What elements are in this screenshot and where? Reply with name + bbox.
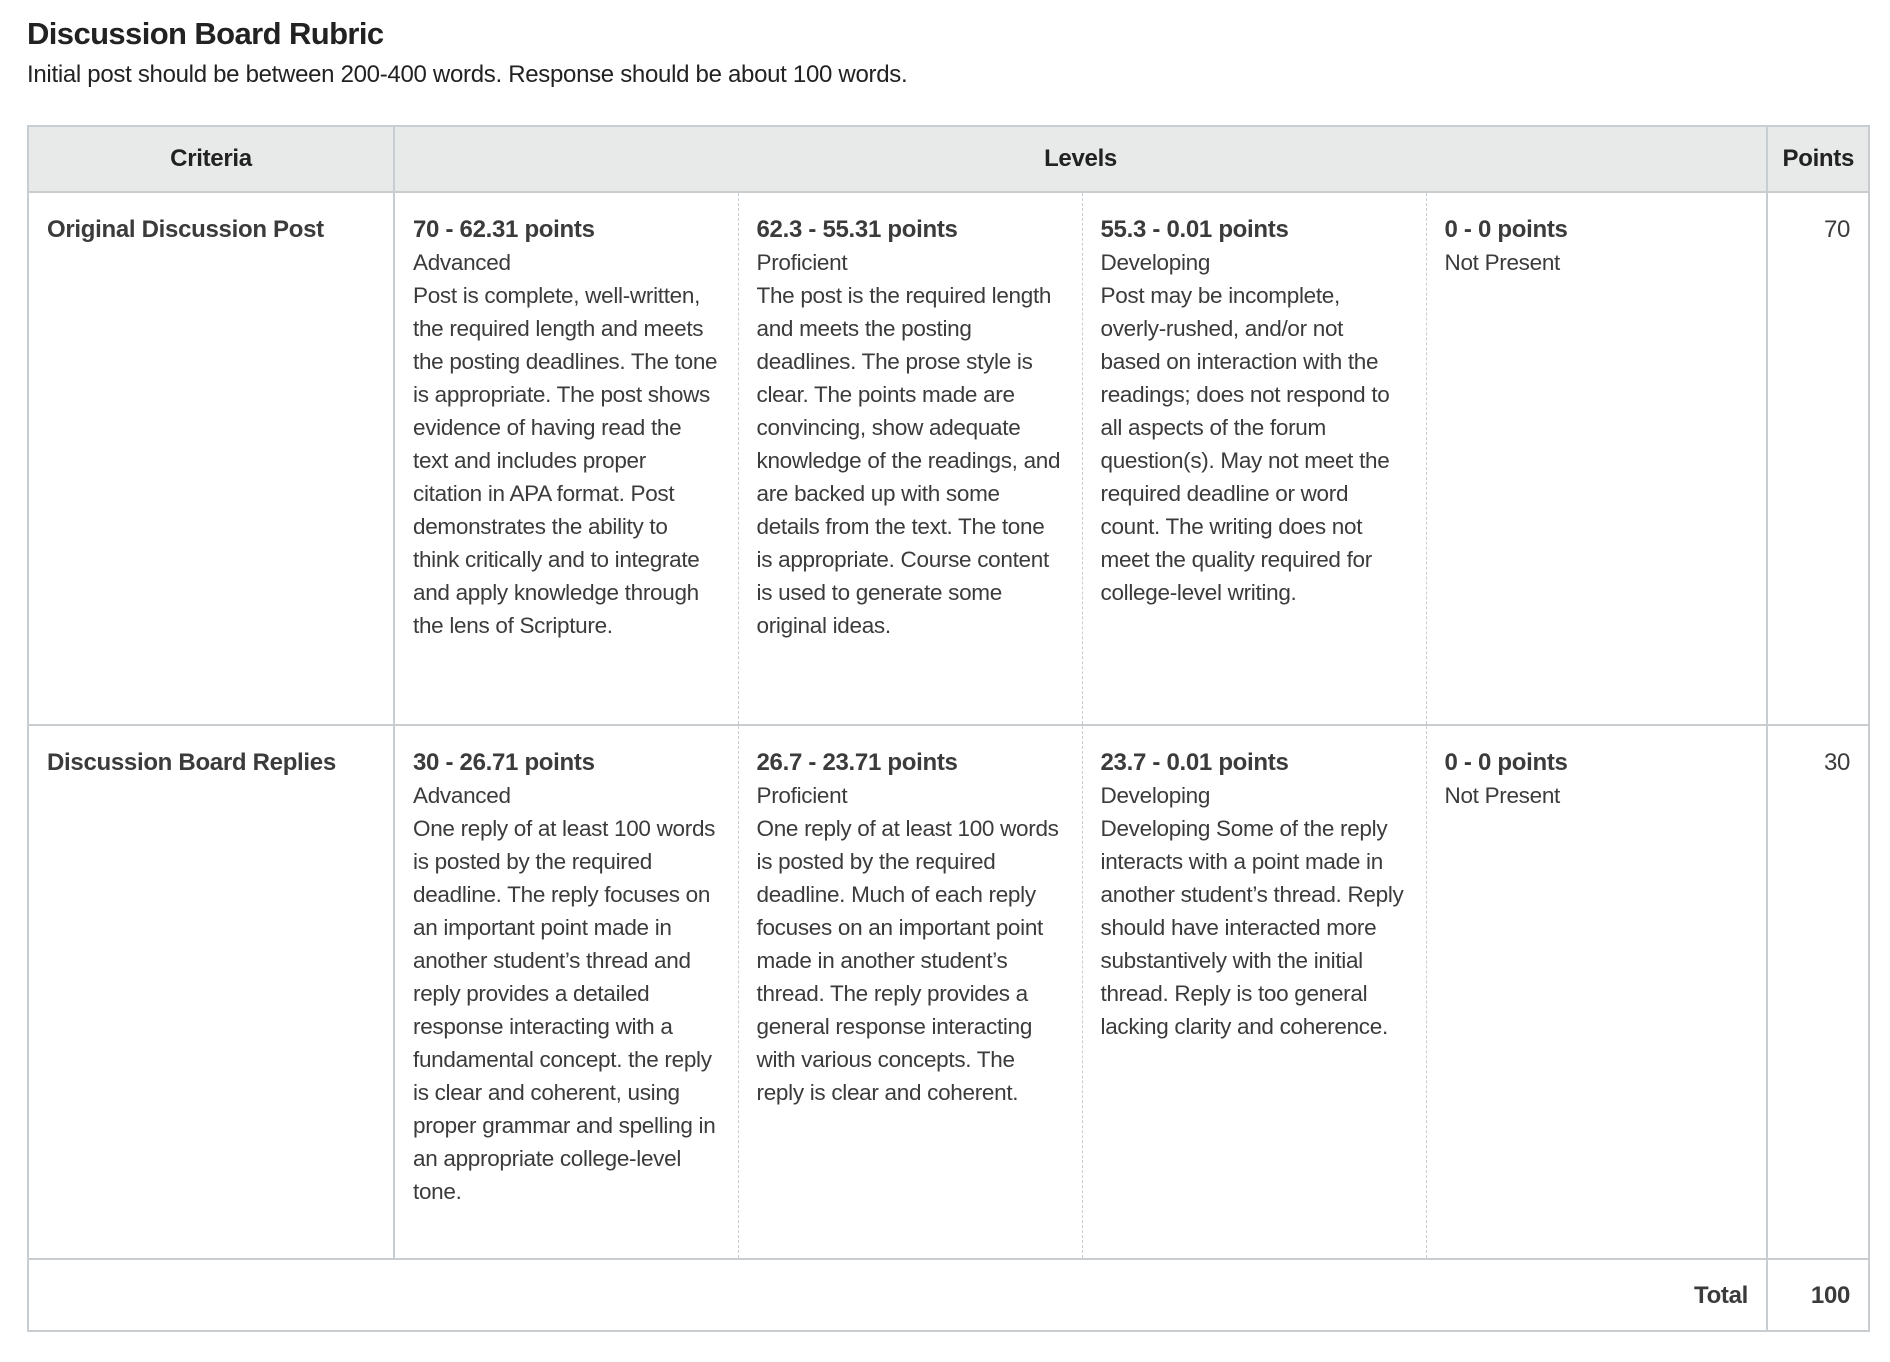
level-cell-advanced xyxy=(394,192,738,725)
level-description: The post is the required length and meets the posting deadlines. The prose style is clear. The points made are convincing, show adequate knowledge of the readings, and are backed up with some details from the text. The tone is appropriate. Course content is used to generate some original ideas. xyxy=(756,283,1061,638)
level-name: Developing xyxy=(1100,250,1211,275)
level-range: 26.7 - 23.71 points xyxy=(756,749,958,776)
points-header: Points xyxy=(1767,126,1869,192)
level-range: 0 - 0 points xyxy=(1444,216,1568,243)
criterion-points: 70 xyxy=(1767,192,1869,725)
levels-header: Levels xyxy=(394,126,1767,192)
level-description: Post may be incomplete, overly-rushed, and/or not based on interaction with the readings; does not respond to all aspects of the forum question(s). May not meet the required deadline or word count. The writing does not meet the quality required for college-level writing. xyxy=(1100,283,1390,605)
level-description: Developing Some of the reply interacts with a point made in another student’s thread. Reply should have interacted more substantively with the initial thread. Reply is too general lacking clarity and coherence. xyxy=(1100,816,1404,1039)
level-range: 55.3 - 0.01 points xyxy=(1100,216,1289,243)
level-name: Not Present xyxy=(1444,250,1561,275)
level-cell-not-present xyxy=(1426,725,1767,1259)
total-value: 100 xyxy=(1767,1259,1869,1331)
level-name: Proficient xyxy=(756,250,848,275)
level-cell-developing xyxy=(1082,192,1426,725)
level-description: One reply of at least 100 words is posted by the required deadline. Much of each reply focuses on an important point made in another student’s thread. The reply provides a general response interacting with various concepts. The reply is clear and coherent. xyxy=(756,816,1059,1105)
level-range: 30 - 26.71 points xyxy=(413,749,595,776)
level-description: Post is complete, well-written, the required length and meets the posting deadlines. The tone is appropriate. The post shows evidence of having read the text and includes proper citation in APA format. Post demonstrates the ability to think critically and to integrate and apply knowledge through the lens of Scripture. xyxy=(413,283,718,638)
level-name: Proficient xyxy=(756,783,848,808)
rubric-description: Initial post should be between 200-400 words. Response should be about 100 words. xyxy=(27,61,908,88)
level-range: 70 - 62.31 points xyxy=(413,216,595,243)
rubric-table xyxy=(27,125,1870,1332)
level-range: 23.7 - 0.01 points xyxy=(1100,749,1289,776)
level-cell-developing xyxy=(1082,725,1426,1259)
level-range: 62.3 - 55.31 points xyxy=(756,216,958,243)
criteria-header: Criteria xyxy=(28,126,394,192)
total-row xyxy=(28,1259,1869,1331)
rubric-title: Discussion Board Rubric xyxy=(27,16,384,51)
level-cell-advanced xyxy=(394,725,738,1259)
level-description: One reply of at least 100 words is posted by the required deadline. The reply focuses on an important point made in another student’s thread and reply provides a detailed response interacting with a fundamental concept. the reply is clear and coherent, using proper grammar and spelling in an appropriate college-level tone. xyxy=(413,816,716,1204)
header-row xyxy=(28,126,1869,192)
criterion-points: 30 xyxy=(1767,725,1869,1259)
level-cell-proficient xyxy=(738,725,1082,1259)
criterion-row-replies xyxy=(28,725,1869,1259)
level-name: Not Present xyxy=(1444,783,1561,808)
criterion-name: Original Discussion Post xyxy=(28,192,394,725)
level-range: 0 - 0 points xyxy=(1444,749,1568,776)
level-cell-not-present xyxy=(1426,192,1767,725)
level-name: Advanced xyxy=(413,250,511,275)
criterion-name: Discussion Board Replies xyxy=(28,725,394,1259)
total-label: Total xyxy=(28,1259,1767,1331)
level-cell-proficient xyxy=(738,192,1082,725)
criterion-row-original-post xyxy=(28,192,1869,725)
level-name: Developing xyxy=(1100,783,1211,808)
level-name: Advanced xyxy=(413,783,511,808)
